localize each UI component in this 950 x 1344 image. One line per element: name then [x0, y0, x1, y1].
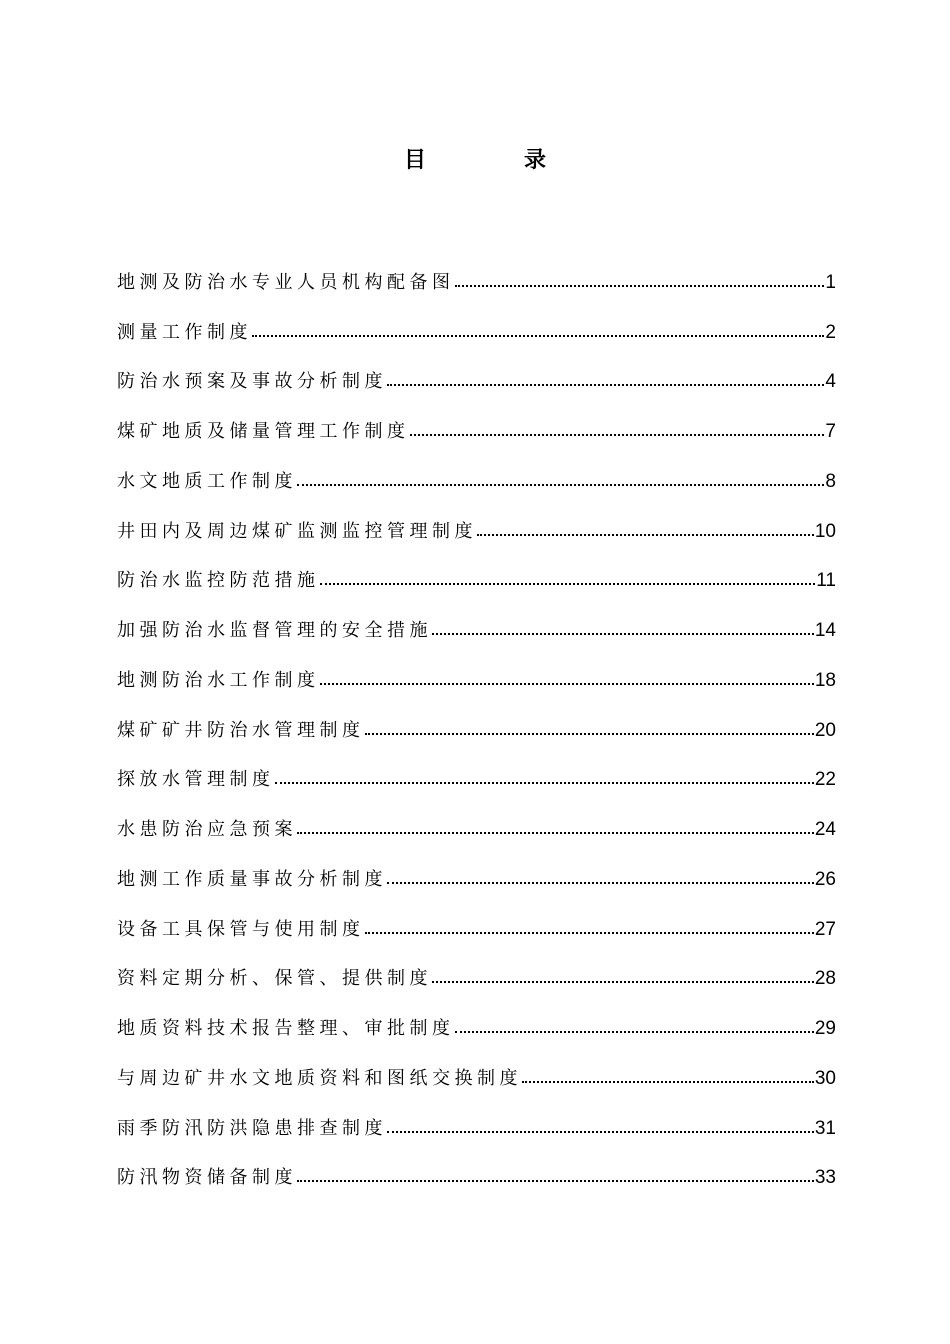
- toc-entry[interactable]: [117, 594, 836, 644]
- toc-page-number: 18: [814, 669, 836, 691]
- toc-page-number: 28: [814, 968, 836, 990]
- toc-entry-text: 与周边矿井水文地质资料和图纸交换制度: [117, 1067, 522, 1089]
- toc-entry[interactable]: [117, 545, 836, 595]
- toc-entry-text: 防治水监控防范措施: [117, 570, 320, 592]
- dot-leader: [432, 981, 814, 983]
- toc-entry[interactable]: [117, 445, 836, 495]
- toc-entry[interactable]: [117, 644, 836, 694]
- toc-entry[interactable]: [117, 1042, 836, 1092]
- toc-entry[interactable]: [117, 893, 836, 943]
- toc-entry-text: 测量工作制度: [117, 321, 252, 343]
- toc-page-number: 7: [825, 421, 836, 442]
- toc-entry-text: 地测工作质量事故分析制度: [117, 868, 387, 890]
- toc-entry[interactable]: [117, 246, 836, 296]
- dot-leader: [455, 285, 825, 287]
- dot-leader: [297, 1180, 814, 1182]
- toc-entry[interactable]: [117, 395, 836, 445]
- toc-entry[interactable]: [117, 694, 836, 744]
- toc-entry-text: 水患防治应急预案: [117, 819, 297, 840]
- dot-leader: [365, 733, 814, 735]
- toc-page-number: 11: [816, 570, 836, 592]
- toc-page-number: 4: [825, 371, 836, 393]
- toc-page-number: 10: [814, 520, 836, 542]
- dot-leader: [387, 882, 814, 884]
- toc-page-number: 20: [814, 719, 836, 741]
- toc-entry-text: 设备工具保管与使用制度: [117, 918, 365, 940]
- toc-entry[interactable]: [117, 793, 836, 843]
- dot-leader: [432, 633, 814, 635]
- dot-leader: [297, 832, 814, 834]
- toc-page-number: 30: [814, 1067, 836, 1089]
- toc-entry[interactable]: [117, 943, 836, 993]
- dot-leader: [410, 434, 825, 436]
- toc-entry[interactable]: [117, 296, 836, 346]
- toc-entry[interactable]: [117, 1092, 836, 1142]
- toc-entry[interactable]: [117, 992, 836, 1042]
- dot-leader: [365, 932, 814, 934]
- dot-leader: [387, 384, 824, 386]
- toc-entry-text: 地测防治水工作制度: [117, 669, 320, 691]
- toc-entry[interactable]: [117, 744, 836, 794]
- toc-page-number: 26: [814, 868, 836, 890]
- toc-page-number: 14: [814, 620, 836, 641]
- dot-leader: [477, 534, 814, 536]
- toc-entry-text: 防汛物资储备制度: [117, 1167, 297, 1189]
- dot-leader: [252, 335, 824, 337]
- toc-entry-text: 雨季防汛防洪隐患排查制度: [117, 1117, 387, 1139]
- toc-entry[interactable]: [117, 843, 836, 893]
- toc-entry-text: 井田内及周边煤矿监测监控管理制度: [117, 520, 477, 542]
- toc-page-number: 1: [825, 271, 836, 293]
- dot-leader: [387, 1131, 814, 1133]
- dot-leader: [522, 1081, 814, 1083]
- toc-entry-text: 水文地质工作制度: [117, 470, 297, 492]
- toc-page-number: 8: [825, 470, 836, 492]
- toc-page-number: 27: [814, 918, 836, 940]
- dot-leader: [297, 484, 824, 486]
- toc-page-number: 24: [814, 819, 836, 840]
- toc-entry-text: 防治水预案及事故分析制度: [117, 371, 387, 393]
- toc-page-number: 29: [814, 1018, 836, 1039]
- toc-entry-text: 探放水管理制度: [117, 769, 275, 791]
- toc-entry[interactable]: [117, 346, 836, 396]
- toc-entry-text: 煤矿地质及储量管理工作制度: [117, 421, 410, 442]
- table-of-contents: [117, 246, 836, 1191]
- toc-entry[interactable]: [117, 495, 836, 545]
- toc-entry[interactable]: [117, 1142, 836, 1192]
- dot-leader: [320, 683, 814, 685]
- toc-entry-text: 煤矿矿井防治水管理制度: [117, 719, 365, 741]
- toc-page-number: 33: [814, 1167, 836, 1189]
- dot-leader: [320, 583, 816, 585]
- toc-title: 目 录: [403, 148, 584, 173]
- toc-entry-text: 资料定期分析、保管、提供制度: [117, 968, 432, 990]
- toc-entry-text: 加强防治水监督管理的安全措施: [117, 620, 432, 641]
- toc-entry-text: 地测及防治水专业人员机构配备图: [117, 271, 455, 293]
- toc-page-number: 2: [825, 321, 836, 343]
- dot-leader: [275, 782, 814, 784]
- toc-page-number: 31: [814, 1117, 836, 1139]
- dot-leader: [455, 1031, 814, 1033]
- toc-page-number: 22: [814, 769, 836, 791]
- toc-entry-text: 地质资料技术报告整理、审批制度: [117, 1018, 455, 1039]
